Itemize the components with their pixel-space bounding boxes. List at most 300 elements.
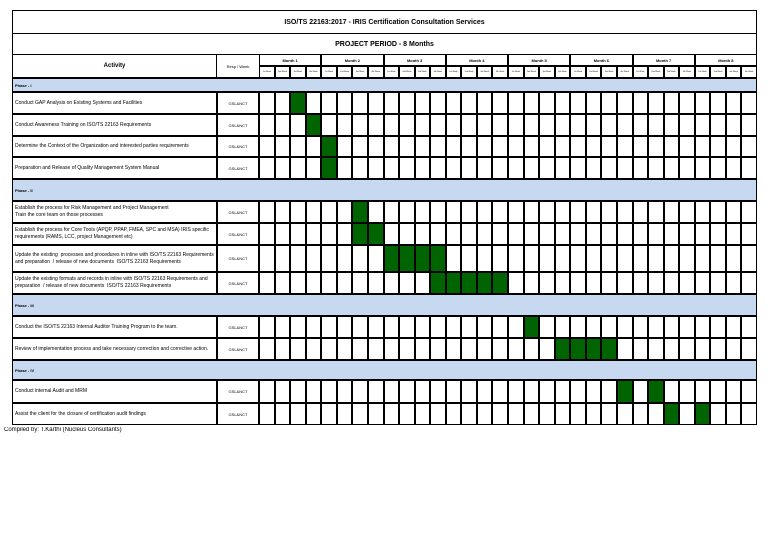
week-cell <box>430 201 446 223</box>
week-cell <box>570 316 586 338</box>
week-cell <box>633 245 649 272</box>
week-cell <box>337 245 353 272</box>
week-cell <box>508 316 524 338</box>
week-cell <box>446 201 462 223</box>
resp-cell: GSL&NCT <box>217 201 259 223</box>
week-cell <box>586 223 602 245</box>
week-cell <box>430 338 446 360</box>
week-cell <box>679 201 695 223</box>
week-cell <box>617 201 633 223</box>
week-cell <box>275 136 291 157</box>
activity-cell: Conduct the ISO/TS 22163 Internal Auditor Training Program to the team. <box>12 316 217 338</box>
week-cell <box>306 157 322 179</box>
week-cell <box>275 403 291 425</box>
week-cell <box>555 92 571 114</box>
week-header: 4th Week <box>368 66 384 78</box>
week-cell <box>695 245 711 272</box>
resp-cell: GSL&NCT <box>217 92 259 114</box>
week-cell <box>446 157 462 179</box>
week-cell <box>321 338 337 360</box>
week-cell <box>726 316 742 338</box>
phase-header: Phase - III <box>12 294 757 316</box>
week-cell <box>539 403 555 425</box>
week-header: 4th Week <box>430 66 446 78</box>
week-cell <box>461 338 477 360</box>
week-cell <box>384 338 400 360</box>
week-cell <box>524 338 540 360</box>
week-cell <box>633 201 649 223</box>
week-cell <box>633 316 649 338</box>
week-cell <box>524 380 540 403</box>
week-cell <box>275 272 291 294</box>
week-cell <box>524 403 540 425</box>
week-cell <box>430 92 446 114</box>
week-cell <box>741 223 757 245</box>
week-cell <box>399 157 415 179</box>
week-cell <box>695 316 711 338</box>
week-cell <box>306 316 322 338</box>
week-cell <box>446 114 462 136</box>
resp-cell: GSL&NCT <box>217 114 259 136</box>
week-cell <box>430 403 446 425</box>
week-cell <box>259 403 275 425</box>
activity-cell: Update the existing formats and records in inline with ISO/TS 22163 Requirements and preparation / release of new documents ISO/TS 22163 Requirements <box>12 272 217 294</box>
week-cell <box>555 380 571 403</box>
week-cell <box>710 316 726 338</box>
week-header: 3rd Week <box>415 66 431 78</box>
week-header: 3rd Week <box>664 66 680 78</box>
week-cell <box>679 223 695 245</box>
week-cell <box>477 380 493 403</box>
week-header: 4th Week <box>555 66 571 78</box>
week-cell <box>259 157 275 179</box>
week-cell <box>555 245 571 272</box>
week-cell <box>275 92 291 114</box>
week-cell <box>399 201 415 223</box>
week-cell <box>586 201 602 223</box>
week-cell <box>695 380 711 403</box>
week-cell-filled <box>399 245 415 272</box>
week-cell <box>664 114 680 136</box>
week-header: 1st Week <box>695 66 711 78</box>
week-cell <box>633 136 649 157</box>
week-cell <box>384 223 400 245</box>
week-header: 3rd Week <box>726 66 742 78</box>
week-cell <box>648 338 664 360</box>
week-cell <box>321 245 337 272</box>
month-header: Month 5 <box>508 54 570 66</box>
week-cell <box>586 272 602 294</box>
week-cell <box>586 316 602 338</box>
week-cell <box>337 114 353 136</box>
week-cell <box>695 223 711 245</box>
resp-cell: GSL&NCT <box>217 403 259 425</box>
week-cell <box>664 245 680 272</box>
week-cell <box>726 92 742 114</box>
activity-cell: Establish the process for Core Tools (APQP, PPAP, FMEA, SPC and MSA) IRIS specific requirements (RAMS, LCC, project Management etc) <box>12 223 217 245</box>
week-cell <box>415 223 431 245</box>
week-header: 4th Week <box>741 66 757 78</box>
week-header: 4th Week <box>679 66 695 78</box>
week-cell <box>524 245 540 272</box>
week-cell <box>275 245 291 272</box>
week-cell <box>741 92 757 114</box>
week-cell <box>446 403 462 425</box>
week-cell <box>633 403 649 425</box>
activity-cell: Determine the Context of the Organization and interested parties requirements <box>12 136 217 157</box>
week-cell <box>586 245 602 272</box>
week-cell-filled <box>664 403 680 425</box>
week-cell <box>524 114 540 136</box>
week-header: 1st Week <box>508 66 524 78</box>
week-cell <box>741 114 757 136</box>
week-cell <box>555 316 571 338</box>
week-cell <box>508 272 524 294</box>
week-cell <box>415 157 431 179</box>
week-cell <box>492 338 508 360</box>
week-cell <box>617 223 633 245</box>
week-cell <box>492 201 508 223</box>
week-cell <box>337 272 353 294</box>
week-cell-filled <box>586 338 602 360</box>
week-cell <box>648 272 664 294</box>
week-cell <box>508 403 524 425</box>
activity-cell: Preparation and Release of Quality Management System Manual <box>12 157 217 179</box>
week-cell <box>259 92 275 114</box>
week-cell <box>539 201 555 223</box>
week-cell <box>368 157 384 179</box>
week-cell <box>555 114 571 136</box>
week-cell <box>726 245 742 272</box>
week-cell <box>601 114 617 136</box>
week-header: 1st Week <box>384 66 400 78</box>
week-cell <box>617 403 633 425</box>
week-cell <box>352 136 368 157</box>
resp-week-header: Resp / Week <box>217 54 259 78</box>
week-cell-filled <box>555 338 571 360</box>
week-header: 2nd Week <box>586 66 602 78</box>
week-cell <box>601 157 617 179</box>
week-cell <box>368 92 384 114</box>
week-cell <box>524 272 540 294</box>
week-cell <box>601 403 617 425</box>
week-cell <box>477 114 493 136</box>
week-cell <box>710 245 726 272</box>
week-cell <box>679 338 695 360</box>
week-cell <box>539 272 555 294</box>
week-cell <box>446 245 462 272</box>
week-cell <box>306 272 322 294</box>
week-cell <box>446 338 462 360</box>
week-cell <box>601 136 617 157</box>
week-cell <box>446 380 462 403</box>
week-cell <box>492 157 508 179</box>
week-cell <box>508 201 524 223</box>
week-cell <box>321 201 337 223</box>
week-cell <box>648 245 664 272</box>
week-cell <box>570 272 586 294</box>
week-cell <box>275 380 291 403</box>
week-cell <box>368 272 384 294</box>
week-cell <box>555 136 571 157</box>
week-cell <box>352 157 368 179</box>
week-cell <box>617 114 633 136</box>
week-cell <box>726 338 742 360</box>
week-cell <box>695 92 711 114</box>
week-cell <box>259 272 275 294</box>
week-cell <box>664 272 680 294</box>
week-cell-filled <box>601 338 617 360</box>
week-cell <box>726 201 742 223</box>
week-header: 4th Week <box>617 66 633 78</box>
week-cell <box>555 223 571 245</box>
week-cell-filled <box>415 245 431 272</box>
week-cell <box>337 92 353 114</box>
week-cell <box>368 136 384 157</box>
week-cell <box>664 157 680 179</box>
week-cell <box>633 338 649 360</box>
week-cell <box>710 114 726 136</box>
title-cell: ISO/TS 22163:2017 - IRIS Certification Consultation Services <box>12 10 757 34</box>
week-cell <box>648 114 664 136</box>
week-cell <box>508 380 524 403</box>
week-cell <box>275 157 291 179</box>
week-cell <box>306 136 322 157</box>
week-cell <box>321 380 337 403</box>
month-header: Month 4 <box>446 54 508 66</box>
week-cell <box>741 338 757 360</box>
week-cell <box>508 338 524 360</box>
week-cell <box>741 136 757 157</box>
week-cell <box>586 92 602 114</box>
week-cell <box>399 136 415 157</box>
week-header: 1st Week <box>259 66 275 78</box>
week-cell <box>352 403 368 425</box>
week-cell <box>321 403 337 425</box>
week-cell <box>399 338 415 360</box>
week-cell <box>695 272 711 294</box>
resp-cell: GSL&NCT <box>217 157 259 179</box>
week-cell <box>508 157 524 179</box>
week-cell <box>508 223 524 245</box>
week-cell <box>617 157 633 179</box>
week-cell <box>710 223 726 245</box>
activity-cell: Update the existing processes and procedures in inline with ISO/TS 22163 Requirements and preparation / release of new documents ISO/TS 22163 Requirements <box>12 245 217 272</box>
week-cell-filled <box>368 223 384 245</box>
week-cell <box>446 92 462 114</box>
week-cell <box>352 92 368 114</box>
week-cell <box>508 92 524 114</box>
week-cell <box>633 157 649 179</box>
week-cell <box>290 316 306 338</box>
week-cell <box>337 201 353 223</box>
week-header: 3rd Week <box>352 66 368 78</box>
week-cell <box>384 136 400 157</box>
week-cell <box>617 316 633 338</box>
resp-cell: GSL&NCT <box>217 338 259 360</box>
week-cell <box>477 223 493 245</box>
week-cell <box>679 272 695 294</box>
resp-cell: GSL&NCT <box>217 316 259 338</box>
week-cell <box>259 114 275 136</box>
activity-cell: Assist the client for the closure of certification audit findings <box>12 403 217 425</box>
week-cell <box>492 114 508 136</box>
week-cell <box>446 316 462 338</box>
week-cell <box>306 223 322 245</box>
week-cell <box>508 245 524 272</box>
activity-header: Activity <box>12 54 217 78</box>
week-cell <box>664 201 680 223</box>
week-cell <box>492 245 508 272</box>
week-cell <box>337 338 353 360</box>
week-cell-filled <box>648 380 664 403</box>
week-cell <box>321 223 337 245</box>
week-header: 2nd Week <box>337 66 353 78</box>
week-cell <box>601 92 617 114</box>
week-cell <box>290 114 306 136</box>
week-cell <box>477 245 493 272</box>
week-cell <box>617 245 633 272</box>
week-cell <box>259 201 275 223</box>
week-cell <box>695 136 711 157</box>
week-cell-filled <box>446 272 462 294</box>
week-cell <box>306 92 322 114</box>
week-cell <box>415 338 431 360</box>
week-cell-filled <box>430 272 446 294</box>
week-cell <box>524 157 540 179</box>
week-cell <box>384 403 400 425</box>
week-cell <box>275 201 291 223</box>
week-cell <box>306 245 322 272</box>
week-cell <box>648 92 664 114</box>
week-cell <box>337 316 353 338</box>
week-cell <box>695 201 711 223</box>
week-cell <box>399 403 415 425</box>
week-cell <box>648 223 664 245</box>
week-cell <box>461 245 477 272</box>
week-cell <box>492 403 508 425</box>
week-cell <box>664 92 680 114</box>
week-cell <box>664 316 680 338</box>
week-cell <box>321 316 337 338</box>
week-header: 2nd Week <box>710 66 726 78</box>
week-cell <box>399 316 415 338</box>
week-cell <box>601 245 617 272</box>
week-cell <box>679 403 695 425</box>
week-cell-filled <box>321 136 337 157</box>
resp-cell: GSL&NCT <box>217 223 259 245</box>
week-cell <box>461 136 477 157</box>
month-header: Month 7 <box>633 54 695 66</box>
week-cell <box>539 316 555 338</box>
week-cell <box>415 380 431 403</box>
week-cell <box>710 338 726 360</box>
week-cell <box>726 157 742 179</box>
week-cell <box>275 338 291 360</box>
week-cell <box>586 157 602 179</box>
week-cell <box>290 223 306 245</box>
week-cell <box>306 338 322 360</box>
week-cell <box>601 316 617 338</box>
week-header: 1st Week <box>321 66 337 78</box>
week-cell <box>679 316 695 338</box>
week-cell <box>710 201 726 223</box>
week-header: 1st Week <box>570 66 586 78</box>
week-cell <box>415 92 431 114</box>
week-cell <box>259 338 275 360</box>
resp-cell: GSL&NCT <box>217 380 259 403</box>
week-cell <box>461 223 477 245</box>
week-cell <box>679 380 695 403</box>
week-cell <box>539 92 555 114</box>
week-cell <box>633 114 649 136</box>
week-cell <box>461 157 477 179</box>
week-cell <box>570 201 586 223</box>
week-cell <box>415 403 431 425</box>
week-cell <box>508 136 524 157</box>
week-cell <box>290 338 306 360</box>
week-cell <box>477 136 493 157</box>
week-cell <box>710 380 726 403</box>
phase-header: Phase - II <box>12 179 757 201</box>
week-cell <box>648 201 664 223</box>
resp-cell: GSL&NCT <box>217 136 259 157</box>
week-cell <box>664 338 680 360</box>
week-cell <box>275 316 291 338</box>
week-cell <box>617 338 633 360</box>
week-cell <box>368 380 384 403</box>
week-header: 2nd Week <box>399 66 415 78</box>
week-cell <box>492 136 508 157</box>
week-cell <box>601 380 617 403</box>
week-cell <box>570 114 586 136</box>
week-cell <box>352 316 368 338</box>
week-cell <box>384 201 400 223</box>
week-cell <box>259 380 275 403</box>
week-cell <box>741 403 757 425</box>
week-cell <box>633 272 649 294</box>
week-cell <box>399 380 415 403</box>
week-cell <box>586 380 602 403</box>
week-cell <box>726 223 742 245</box>
week-cell <box>399 223 415 245</box>
week-cell <box>664 136 680 157</box>
week-cell <box>368 201 384 223</box>
week-cell <box>586 403 602 425</box>
week-cell <box>337 157 353 179</box>
week-cell-filled <box>695 403 711 425</box>
week-cell <box>555 201 571 223</box>
week-cell <box>570 223 586 245</box>
week-cell-filled <box>430 245 446 272</box>
week-cell <box>446 223 462 245</box>
week-header: 1st Week <box>446 66 462 78</box>
week-cell <box>710 157 726 179</box>
week-cell <box>430 157 446 179</box>
week-cell <box>384 157 400 179</box>
week-cell <box>461 201 477 223</box>
week-cell <box>275 114 291 136</box>
week-cell <box>477 316 493 338</box>
week-cell <box>648 157 664 179</box>
week-cell <box>415 201 431 223</box>
week-cell <box>570 136 586 157</box>
week-cell <box>461 316 477 338</box>
week-cell <box>337 136 353 157</box>
week-cell <box>601 201 617 223</box>
week-cell <box>633 223 649 245</box>
week-cell <box>399 272 415 294</box>
